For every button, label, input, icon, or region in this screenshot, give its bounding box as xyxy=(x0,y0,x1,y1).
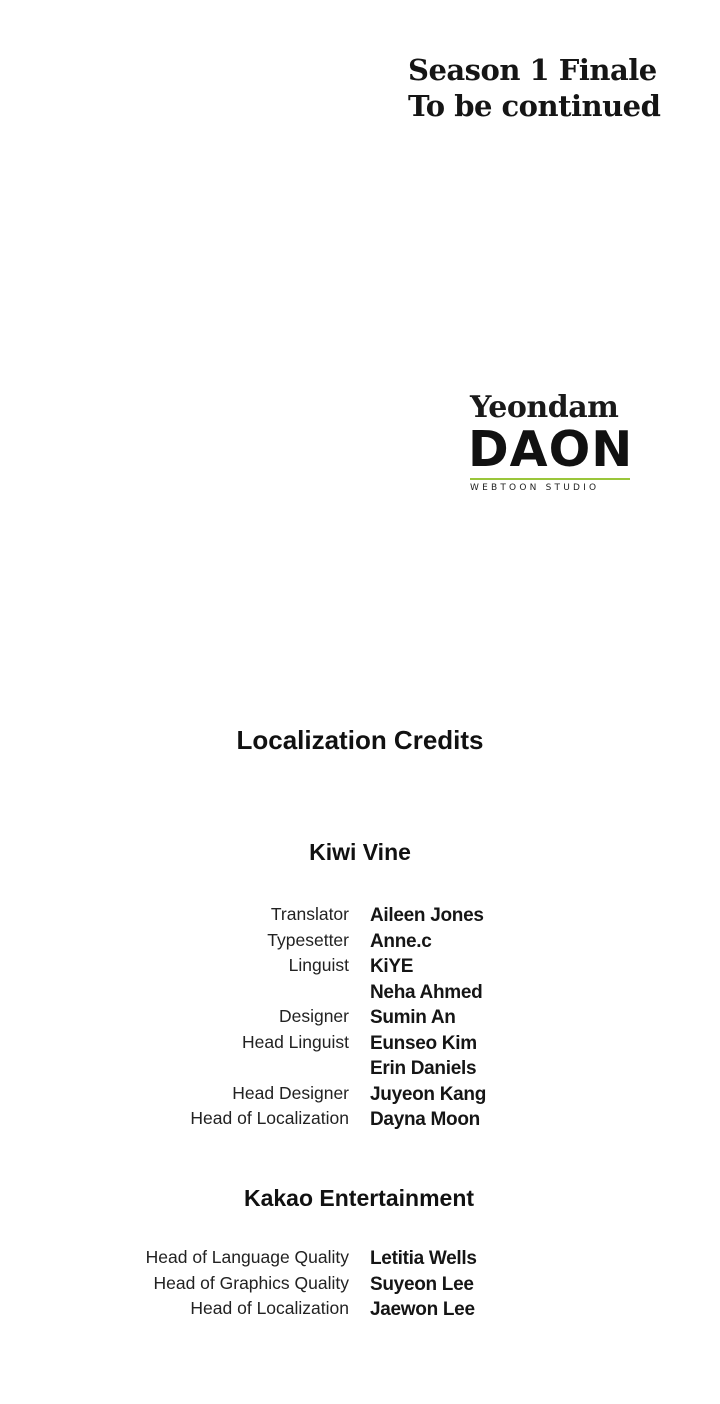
credit-role: Designer xyxy=(278,1006,349,1026)
credit-row xyxy=(0,1004,720,1030)
credit-person: Suyeon Lee xyxy=(370,1273,474,1295)
credit-role: Head of Graphics Quality xyxy=(153,1272,349,1293)
credit-person: KiYE xyxy=(370,956,414,977)
credit-person: Neha Ahmed xyxy=(370,981,483,1003)
credit-row xyxy=(0,1245,720,1271)
credit-person: Erin Daniels xyxy=(370,1058,477,1079)
credit-role: Linguist xyxy=(288,955,349,975)
credit-person: Sumin An xyxy=(370,1007,456,1028)
credit-role: Head Designer xyxy=(232,1082,349,1103)
kakao-entertainment-credits xyxy=(0,1245,720,1322)
credit-row xyxy=(0,1030,720,1056)
kiwi-vine-credits xyxy=(0,902,720,1132)
credit-person: Dayna Moon xyxy=(370,1109,480,1130)
credit-person: Aileen Jones xyxy=(370,905,484,926)
credit-role: Head Linguist xyxy=(241,1031,349,1052)
credit-person: Anne.c xyxy=(370,930,432,952)
season-finale-notice xyxy=(408,52,708,124)
logo-accent-line xyxy=(470,478,630,480)
kakao-entertainment-heading: Kakao Entertainment xyxy=(243,1185,475,1211)
continued-text: To be continued xyxy=(408,89,661,123)
credit-person: Jaewon Lee xyxy=(370,1299,475,1320)
logo-tagline: WEBTOON STUDIO xyxy=(470,483,600,493)
credit-role: Translator xyxy=(270,904,349,924)
credit-person: Juyeon Kang xyxy=(370,1083,486,1105)
finale-title: Season 1 Finale xyxy=(408,53,657,87)
localization-credits-title: Localization Credits xyxy=(236,725,484,755)
credit-row xyxy=(0,953,720,979)
credit-role: Head of Language Quality xyxy=(145,1247,349,1267)
credit-role: Head of Localization xyxy=(190,1108,349,1128)
studio-logo xyxy=(468,390,634,500)
logo-daon-text: DAON xyxy=(468,421,634,478)
credit-row xyxy=(0,1271,720,1297)
credit-row xyxy=(0,1106,720,1132)
credit-row xyxy=(0,1296,720,1322)
credit-role: Typesetter xyxy=(267,929,349,950)
credit-person: Eunseo Kim xyxy=(370,1032,477,1054)
kiwi-vine-heading: Kiwi Vine xyxy=(309,839,411,865)
credit-row xyxy=(0,928,720,954)
credit-row xyxy=(0,902,720,928)
credit-row xyxy=(0,1055,720,1081)
credit-row xyxy=(0,979,720,1005)
credit-role: Head of Localization xyxy=(190,1298,349,1318)
credit-person: Letitia Wells xyxy=(370,1248,477,1269)
credit-row xyxy=(0,1081,720,1107)
logo-yeondam-text: Yeondam xyxy=(470,390,619,425)
